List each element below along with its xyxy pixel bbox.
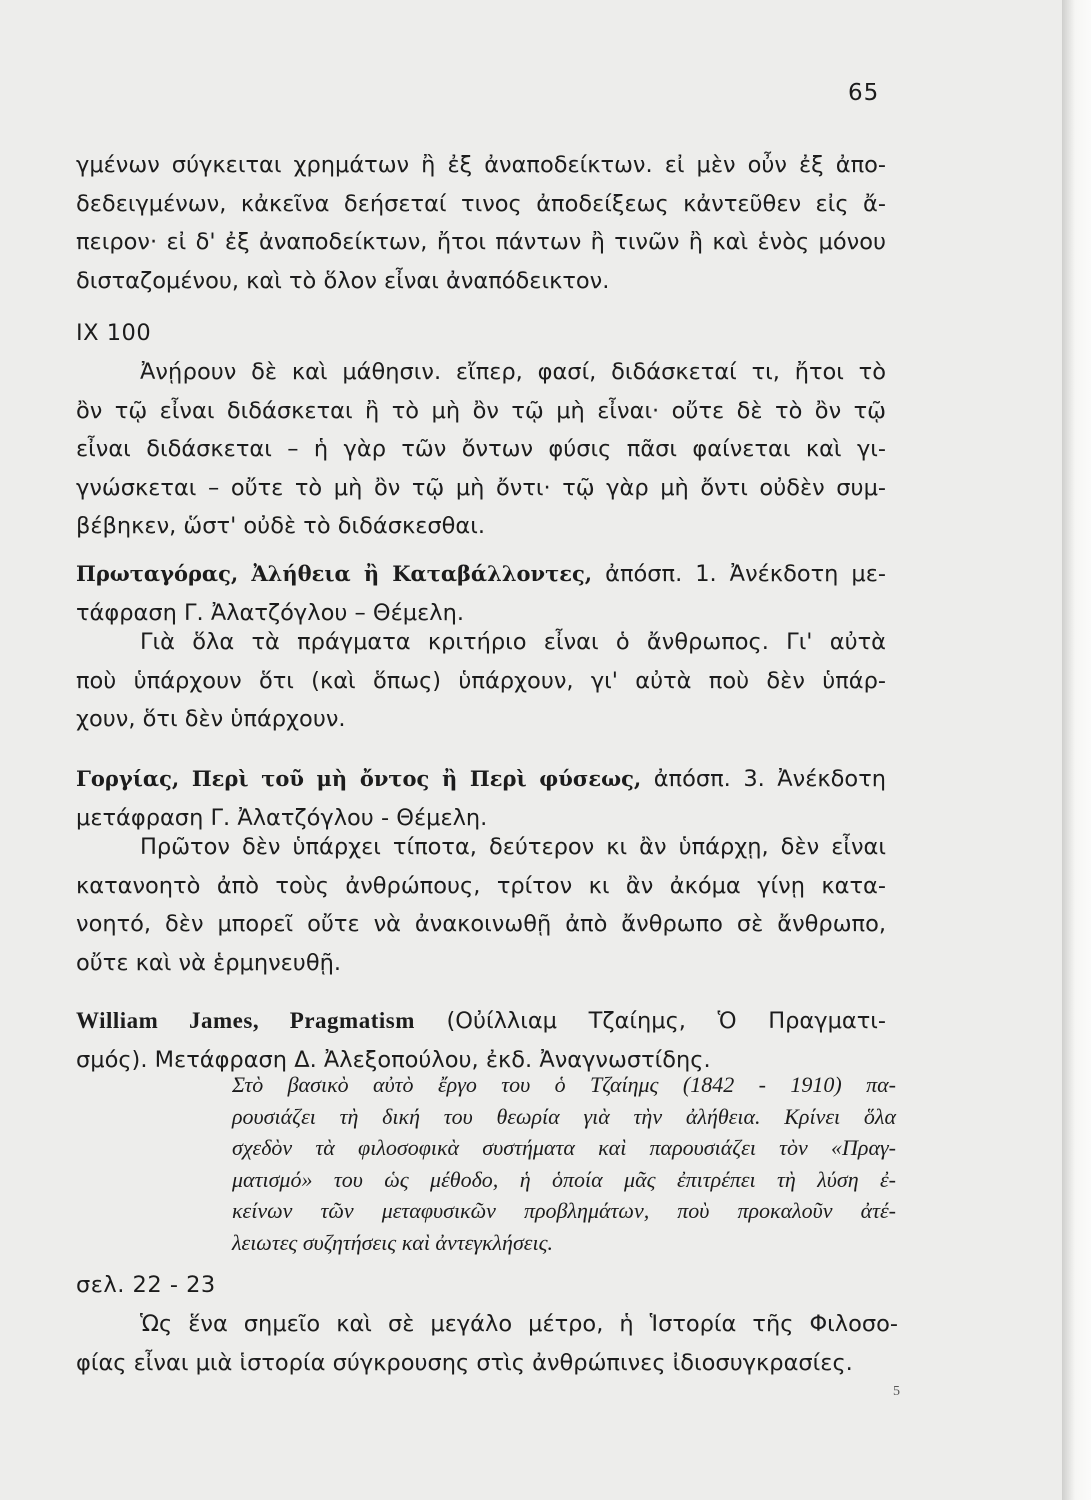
text-line: Πρῶτον δὲν ὑπάρχει τίποτα, δεύτερον κι ἂν ὑπάρχῃ, δὲν εἶναι xyxy=(140,834,886,860)
text-line: χουν, ὅτι δὲν ὑπάρχουν. xyxy=(76,706,346,732)
text-line: γμένων σύγκειται χρημάτων ἢ ἐξ ἀναποδείκτων. εἰ μὲν οὖν ἐξ ἀπο- xyxy=(76,152,886,178)
work-title: Πρωταγόρας, Ἀλήθεια ἢ Καταβάλλοντες, xyxy=(76,561,593,586)
heading-line xyxy=(76,555,886,594)
paragraph-2 xyxy=(76,353,886,546)
james-heading xyxy=(76,1002,886,1079)
page-edge xyxy=(1062,0,1091,1500)
text-line: δισταζομένου, καὶ τὸ ὅλον εἶναι ἀναπόδεικτον. xyxy=(76,267,610,294)
reference-ix xyxy=(76,314,886,353)
text-line: Ἀνῄρουν δὲ καὶ μάθησιν. εἴπερ, φασί, διδάσκεταί τι, ἤτοι τὸ xyxy=(140,359,886,385)
text-line: Ὡς ἕνα σημεῖο καὶ σὲ μεγάλο μέτρο, ἡ Ἱστορία τῆς Φιλοσο- xyxy=(140,1311,898,1337)
protagoras-heading xyxy=(76,555,886,632)
text-line: Γιὰ ὅλα τὰ πράγματα κριτήριο εἶναι ὁ ἄνθρωπος. Γι' αὐτὰ xyxy=(140,629,886,655)
italic-note xyxy=(232,1069,896,1258)
source-info: ἀπόσπ. 3. Ἀνέκδοτη xyxy=(653,766,886,792)
page-number: 65 xyxy=(848,80,880,106)
text-line: ὂν τῷ εἶναι διδάσκεται ἢ τὸ μὴ ὂν τῷ μὴ εἶναι· οὔτε δὲ τὸ ὂν τῷ xyxy=(76,397,886,424)
note-line: ματισμό» του ὡς μέθοδο, ἡ ὁποία μᾶς ἐπιτρέπει τὴ λύση ἐ- xyxy=(232,1166,896,1192)
heading-line: μετάφραση Γ. Ἀλατζόγλου - Θέμελη. xyxy=(76,804,488,831)
paragraph-5 xyxy=(76,1305,898,1382)
gorgias-heading xyxy=(76,760,886,837)
work-title: Γοργίας, Περὶ τοῦ μὴ ὄντος ἢ Περὶ φύσεως, xyxy=(76,766,642,791)
heading-line xyxy=(76,1002,886,1041)
note-line: Στὸ βασικὸ αὐτὸ ἔργο του ὁ Τζαίημς (1842 - 1910) πα- xyxy=(232,1072,896,1097)
text-line: κατανοητὸ ἀπὸ τοὺς ἀνθρώπους, τρίτον κι ἂν ἀκόμα γίνῃ κατα- xyxy=(76,872,886,899)
note-line: κείνων τῶν μεταφυσικῶν προβλημάτων, ποὺ προκαλοῦν ἀτέ- xyxy=(232,1198,896,1223)
text-line: φίας εἶναι μιὰ ἱστορία σύγκρουσης στὶς ἀνθρώπινες ἰδιοσυγκρασίες. xyxy=(76,1349,853,1376)
text-line: πειρον· εἰ δ' ἐξ ἀναποδείκτων, ἤτοι πάντων ἢ τινῶν ἢ καὶ ἑνὸς μόνου xyxy=(76,229,886,255)
reference-pages xyxy=(76,1266,886,1305)
heading-line: σμός). Μετάφραση Δ. Ἀλεξοπούλου, ἐκδ. Ἀναγνωστίδης. xyxy=(76,1046,711,1073)
heading-line xyxy=(76,760,886,799)
note-line: λειωτες συζητήσεις καὶ ἀντεγκλήσεις. xyxy=(232,1229,554,1255)
reference-label: σελ. 22 - 23 xyxy=(76,1272,216,1298)
note-line: ρουσιάζει τὴ δική του θεωρία γιὰ τὴν ἀλήθεια. Κρίνει ὅλα xyxy=(232,1103,896,1129)
work-title: William James, Pragmatism xyxy=(76,1008,415,1033)
paragraph-3 xyxy=(76,623,886,739)
corner-mark: 5 xyxy=(893,1384,900,1399)
text-line: νοητό, δὲν μπορεῖ οὔτε νὰ ἀνακοινωθῇ ἀπὸ ἄνθρωπο σὲ ἄνθρωπο, xyxy=(76,911,886,937)
paragraph-1 xyxy=(76,146,886,300)
text-line: οὔτε καὶ νὰ ἑρμηνευθῇ. xyxy=(76,949,342,976)
source-info: (Οὐίλλιαμ Τζαίημς, Ὁ Πραγματι- xyxy=(446,1008,887,1034)
reference-label: IX 100 xyxy=(76,320,152,346)
note-line: σχεδὸν τὰ φιλοσοφικὰ συστήματα καὶ παρουσιάζει τὸν «Πραγ- xyxy=(232,1135,896,1160)
text-line: γνώσκεται – οὔτε τὸ μὴ ὂν τῷ μὴ ὄντι· τῷ γὰρ μὴ ὄντι οὐδὲν συμ- xyxy=(76,474,886,501)
text-line: δεδειγμένων, κἀκεῖνα δεήσεταί τινος ἀποδείξεως κἀντεῦθεν εἰς ἄ- xyxy=(76,190,886,217)
source-info: ἀπόσπ. 1. Ἀνέκδοτη με- xyxy=(605,561,886,587)
paragraph-4 xyxy=(76,828,886,982)
text-line: ποὺ ὑπάρχουν ὅτι (καὶ ὅπως) ὑπάρχουν, γι' αὐτὰ ποὺ δὲν ὑπάρ- xyxy=(76,667,886,694)
text-line: βέβηκεν, ὥστ' οὐδὲ τὸ διδάσκεσθαι. xyxy=(76,513,486,539)
heading-line: τάφραση Γ. Ἀλατζόγλου – Θέμελη. xyxy=(76,599,464,626)
text-line: εἶναι διδάσκεται – ἡ γὰρ τῶν ὄντων φύσις πᾶσι φαίνεται καὶ γι- xyxy=(76,436,886,462)
